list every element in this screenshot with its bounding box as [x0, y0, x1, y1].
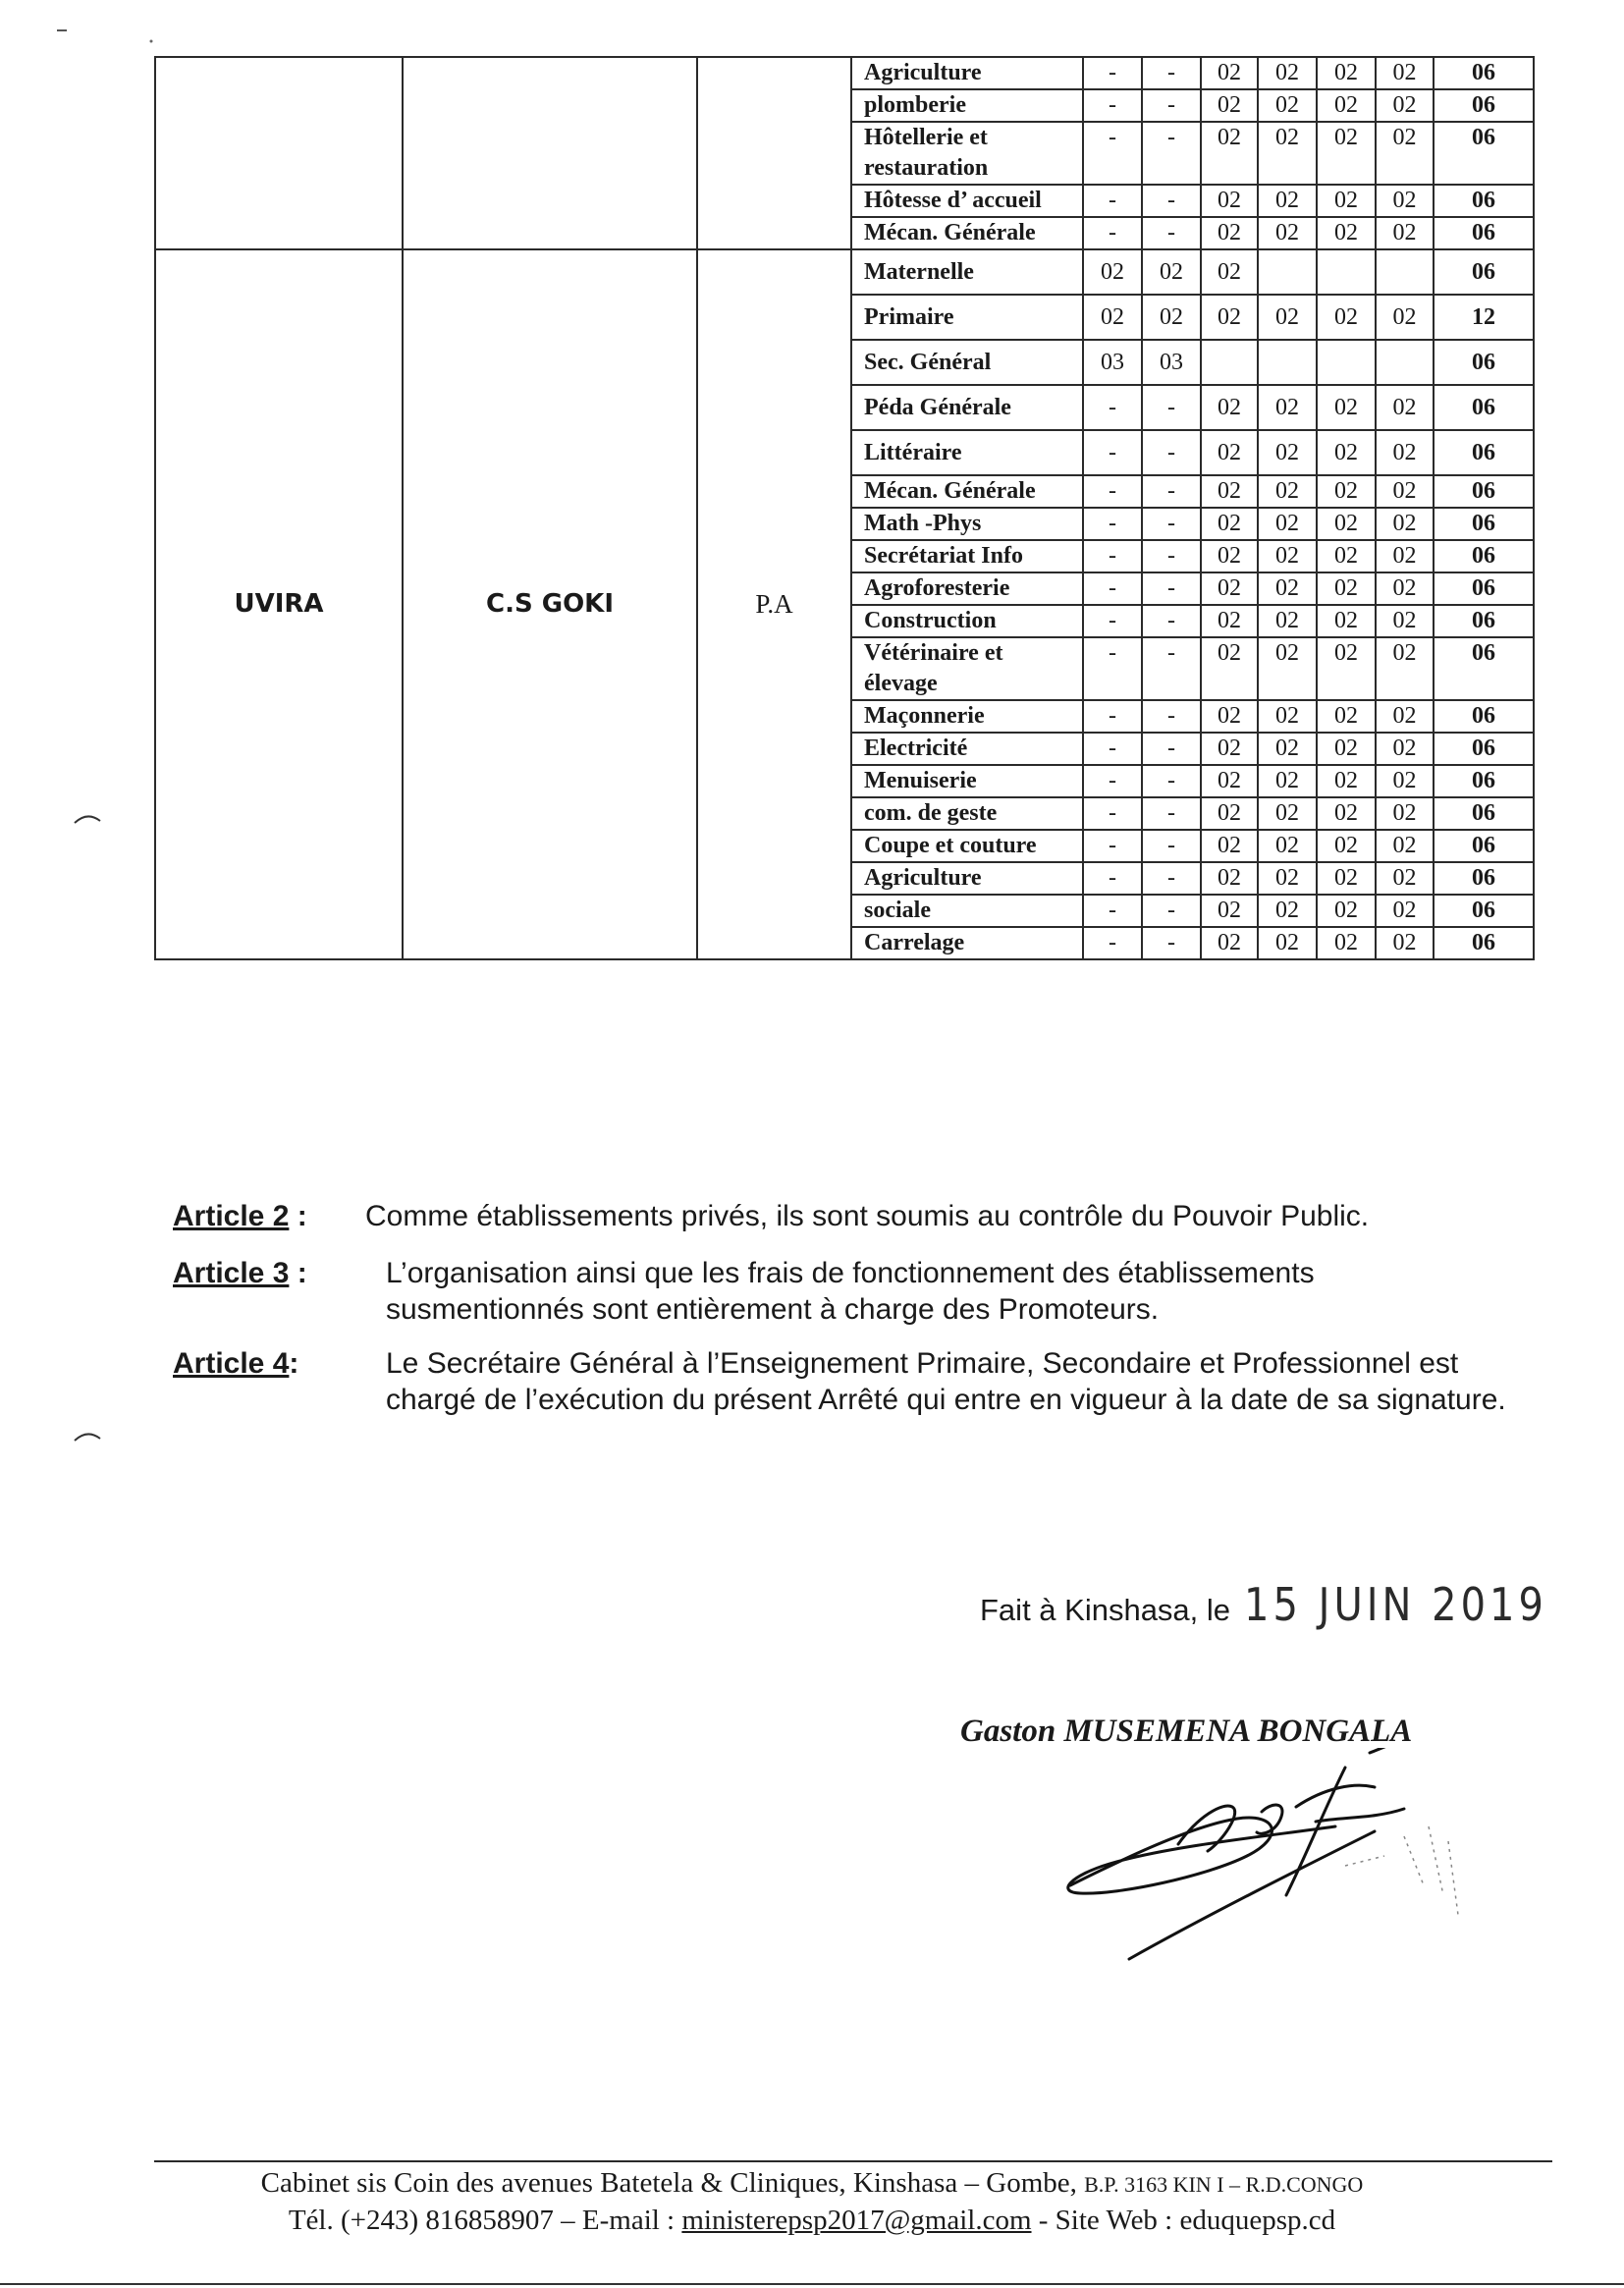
class-count-cell: 02: [1201, 295, 1258, 340]
class-count-cell: 02: [1258, 508, 1317, 540]
class-count-cell: -: [1142, 430, 1201, 475]
class-count-cell: 02: [1258, 475, 1317, 508]
class-count-cell: -: [1083, 217, 1142, 249]
article-number: Article 2: [173, 1200, 290, 1232]
class-count-cell: 02: [1258, 927, 1317, 959]
class-count-cell: -: [1083, 475, 1142, 508]
footer-address: [0, 2165, 1624, 2203]
class-count-cell: 02: [1201, 430, 1258, 475]
class-count-cell: -: [1083, 765, 1142, 797]
section-name-cell: Math -Phys: [851, 508, 1083, 540]
class-count-cell: -: [1083, 605, 1142, 637]
class-count-cell: -: [1142, 217, 1201, 249]
section-name-cell: Hôtellerie et restauration: [851, 122, 1083, 185]
class-count-cell: 02: [1201, 185, 1258, 217]
class-count-cell: 02: [1258, 862, 1317, 895]
footer-website: - Site Web : eduquepsp.cd: [1038, 2205, 1336, 2236]
class-count-cell: 02: [1317, 765, 1376, 797]
total-cell: 06: [1434, 89, 1534, 122]
table-school-cell: C.S GOKI: [403, 249, 697, 959]
total-cell: 06: [1434, 217, 1534, 249]
class-count-cell: -: [1142, 508, 1201, 540]
class-count-cell: -: [1083, 385, 1142, 430]
class-count-cell: -: [1142, 895, 1201, 927]
section-name-cell: Vétérinaire et élevage: [851, 637, 1083, 700]
class-count-cell: -: [1083, 895, 1142, 927]
class-count-cell: 02: [1376, 475, 1434, 508]
section-name-cell: Construction: [851, 605, 1083, 637]
class-count-cell: 03: [1142, 340, 1201, 385]
class-count-cell: [1258, 340, 1317, 385]
class-count-cell: -: [1142, 57, 1201, 89]
handwritten-signature: [1051, 1748, 1483, 1964]
section-name-cell: Péda Générale: [851, 385, 1083, 430]
class-count-cell: 02: [1258, 295, 1317, 340]
class-count-cell: -: [1083, 637, 1142, 700]
class-count-cell: -: [1142, 540, 1201, 572]
class-count-cell: 02: [1201, 475, 1258, 508]
article-label: [173, 1198, 307, 1234]
total-cell: 06: [1434, 733, 1534, 765]
class-count-cell: -: [1083, 57, 1142, 89]
class-count-cell: -: [1083, 430, 1142, 475]
class-count-cell: 02: [1317, 830, 1376, 862]
class-count-cell: 02: [1376, 89, 1434, 122]
total-cell: 06: [1434, 927, 1534, 959]
class-count-cell: 02: [1376, 733, 1434, 765]
class-count-cell: 02: [1258, 430, 1317, 475]
footer-contact: [0, 2203, 1624, 2239]
class-count-cell: 02: [1317, 700, 1376, 733]
class-count-cell: 02: [1317, 430, 1376, 475]
schools-table: [154, 56, 1535, 960]
class-count-cell: 02: [1258, 540, 1317, 572]
class-count-cell: 02: [1201, 797, 1258, 830]
class-count-cell: 02: [1258, 122, 1317, 185]
section-name-cell: Menuiserie: [851, 765, 1083, 797]
table-school-cell: [403, 57, 697, 249]
class-count-cell: 02: [1376, 295, 1434, 340]
article-label: [173, 1345, 298, 1382]
class-count-cell: 02: [1376, 217, 1434, 249]
class-count-cell: 02: [1376, 765, 1434, 797]
article-separator: :: [289, 1200, 307, 1232]
total-cell: 06: [1434, 605, 1534, 637]
section-name-cell: Mécan. Générale: [851, 475, 1083, 508]
class-count-cell: 02: [1317, 540, 1376, 572]
class-count-cell: [1317, 340, 1376, 385]
class-count-cell: 02: [1376, 185, 1434, 217]
article-separator: :: [289, 1347, 299, 1380]
class-count-cell: 02: [1376, 122, 1434, 185]
class-count-cell: 02: [1376, 57, 1434, 89]
class-count-cell: 02: [1317, 57, 1376, 89]
class-count-cell: 02: [1258, 89, 1317, 122]
total-cell: 06: [1434, 475, 1534, 508]
total-cell: 06: [1434, 430, 1534, 475]
class-count-cell: 02: [1201, 637, 1258, 700]
section-name-cell: Agroforesterie: [851, 572, 1083, 605]
article-separator: :: [289, 1257, 307, 1289]
class-count-cell: 02: [1258, 733, 1317, 765]
class-count-cell: 02: [1376, 830, 1434, 862]
class-count-cell: 02: [1317, 89, 1376, 122]
section-name-cell: Primaire: [851, 295, 1083, 340]
total-cell: 06: [1434, 637, 1534, 700]
section-name-cell: sociale: [851, 895, 1083, 927]
class-count-cell: -: [1142, 797, 1201, 830]
footer-email-link[interactable]: ministerepsp2017@gmail.com: [681, 2205, 1032, 2236]
scan-mark: [147, 37, 155, 45]
class-count-cell: -: [1142, 122, 1201, 185]
class-count-cell: 02: [1258, 765, 1317, 797]
class-count-cell: -: [1142, 637, 1201, 700]
class-count-cell: [1376, 340, 1434, 385]
total-cell: 06: [1434, 830, 1534, 862]
class-count-cell: 02: [1376, 700, 1434, 733]
article-2: [173, 1198, 1528, 1237]
class-count-cell: 02: [1201, 89, 1258, 122]
class-count-cell: 02: [1317, 927, 1376, 959]
total-cell: 06: [1434, 862, 1534, 895]
class-count-cell: -: [1083, 508, 1142, 540]
articles-section: [173, 1198, 1528, 1436]
class-count-cell: 02: [1376, 508, 1434, 540]
class-count-cell: 02: [1258, 385, 1317, 430]
table-row: [155, 249, 1534, 295]
class-count-cell: 02: [1376, 572, 1434, 605]
class-count-cell: -: [1083, 862, 1142, 895]
class-count-cell: -: [1142, 475, 1201, 508]
class-count-cell: 02: [1258, 57, 1317, 89]
article-text: Comme établissements privés, ils sont soumis au contrôle du Pouvoir Public.: [365, 1200, 1370, 1232]
class-count-cell: [1258, 249, 1317, 295]
class-count-cell: 03: [1083, 340, 1142, 385]
class-count-cell: 02: [1258, 217, 1317, 249]
article-text: Le Secrétaire Général à l’Enseignement Primaire, Secondaire et Professionnel est chargé de l’exécution du présent Arrêté qui entre en vigueur à la date de sa signature.: [386, 1347, 1506, 1416]
total-cell: 06: [1434, 385, 1534, 430]
class-count-cell: -: [1083, 540, 1142, 572]
class-count-cell: -: [1083, 185, 1142, 217]
total-cell: 12: [1434, 295, 1534, 340]
section-name-cell: com. de geste: [851, 797, 1083, 830]
table-type-cell: P.A: [697, 249, 851, 959]
class-count-cell: 02: [1317, 797, 1376, 830]
section-name-cell: Littéraire: [851, 430, 1083, 475]
class-count-cell: -: [1142, 385, 1201, 430]
total-cell: 06: [1434, 700, 1534, 733]
section-name-cell: Agriculture: [851, 57, 1083, 89]
total-cell: 06: [1434, 57, 1534, 89]
class-count-cell: [1317, 249, 1376, 295]
class-count-cell: 02: [1317, 185, 1376, 217]
total-cell: 06: [1434, 122, 1534, 185]
section-name-cell: Secrétariat Info: [851, 540, 1083, 572]
class-count-cell: -: [1142, 572, 1201, 605]
total-cell: 06: [1434, 895, 1534, 927]
class-count-cell: 02: [1317, 605, 1376, 637]
class-count-cell: -: [1083, 797, 1142, 830]
class-count-cell: -: [1142, 89, 1201, 122]
class-count-cell: 02: [1258, 830, 1317, 862]
class-count-cell: [1376, 249, 1434, 295]
section-name-cell: Carrelage: [851, 927, 1083, 959]
class-count-cell: 02: [1376, 797, 1434, 830]
class-count-cell: 02: [1142, 295, 1201, 340]
class-count-cell: -: [1083, 927, 1142, 959]
article-number: Article 4: [173, 1347, 290, 1380]
class-count-cell: -: [1142, 765, 1201, 797]
page-bottom-edge: [0, 2283, 1624, 2285]
class-count-cell: 02: [1201, 57, 1258, 89]
signer-name: Gaston MUSEMENA BONGALA: [960, 1714, 1413, 1749]
class-count-cell: 02: [1201, 385, 1258, 430]
article-3: [173, 1255, 1528, 1328]
class-count-cell: 02: [1083, 295, 1142, 340]
section-name-cell: Sec. Général: [851, 340, 1083, 385]
section-name-cell: Coupe et couture: [851, 830, 1083, 862]
article-label: [173, 1255, 307, 1291]
class-count-cell: -: [1142, 700, 1201, 733]
class-count-cell: 02: [1201, 572, 1258, 605]
total-cell: 06: [1434, 508, 1534, 540]
class-count-cell: -: [1142, 733, 1201, 765]
class-count-cell: 02: [1376, 862, 1434, 895]
footer: [0, 2165, 1624, 2239]
class-count-cell: -: [1083, 122, 1142, 185]
total-cell: 06: [1434, 540, 1534, 572]
class-count-cell: -: [1083, 733, 1142, 765]
class-count-cell: 02: [1317, 637, 1376, 700]
class-count-cell: -: [1142, 862, 1201, 895]
table-region-cell: UVIRA: [155, 249, 403, 959]
class-count-cell: 02: [1201, 540, 1258, 572]
class-count-cell: 02: [1201, 508, 1258, 540]
class-count-cell: 02: [1201, 122, 1258, 185]
footer-divider: [154, 2160, 1552, 2162]
margin-hole-mark: [73, 1429, 102, 1443]
class-count-cell: 02: [1317, 122, 1376, 185]
total-cell: 06: [1434, 340, 1534, 385]
class-count-cell: -: [1142, 927, 1201, 959]
class-count-cell: 02: [1376, 927, 1434, 959]
class-count-cell: 02: [1317, 295, 1376, 340]
section-name-cell: Mécan. Générale: [851, 217, 1083, 249]
date-stamp: 15 JUIN 2019: [1244, 1579, 1547, 1632]
class-count-cell: 02: [1376, 605, 1434, 637]
class-count-cell: 02: [1317, 385, 1376, 430]
class-count-cell: 02: [1258, 185, 1317, 217]
class-count-cell: 02: [1376, 540, 1434, 572]
total-cell: 06: [1434, 249, 1534, 295]
total-cell: 06: [1434, 185, 1534, 217]
place-date-line: [980, 1579, 1547, 1632]
class-count-cell: 02: [1258, 605, 1317, 637]
place-text: Fait à Kinshasa, le: [980, 1593, 1231, 1627]
class-count-cell: 02: [1201, 862, 1258, 895]
class-count-cell: 02: [1201, 927, 1258, 959]
class-count-cell: 02: [1201, 605, 1258, 637]
class-count-cell: [1201, 340, 1258, 385]
class-count-cell: 02: [1201, 217, 1258, 249]
class-count-cell: 02: [1083, 249, 1142, 295]
class-count-cell: 02: [1376, 385, 1434, 430]
class-count-cell: 02: [1317, 572, 1376, 605]
class-count-cell: 02: [1142, 249, 1201, 295]
table-row: [155, 57, 1534, 89]
class-count-cell: 02: [1258, 797, 1317, 830]
class-count-cell: 02: [1201, 700, 1258, 733]
section-name-cell: Hôtesse d’ accueil: [851, 185, 1083, 217]
article-text: L’organisation ainsi que les frais de fonctionnement des établissements susmentionnés sont entièrement à charge des Promoteurs.: [386, 1257, 1315, 1326]
scan-mark: [57, 27, 69, 33]
class-count-cell: -: [1083, 830, 1142, 862]
class-count-cell: 02: [1201, 830, 1258, 862]
footer-postal-box: B.P. 3163 KIN I – R.D.CONGO: [1084, 2172, 1364, 2197]
class-count-cell: 02: [1376, 430, 1434, 475]
class-count-cell: 02: [1258, 895, 1317, 927]
total-cell: 06: [1434, 572, 1534, 605]
class-count-cell: -: [1142, 185, 1201, 217]
class-count-cell: 02: [1317, 217, 1376, 249]
class-count-cell: 02: [1201, 895, 1258, 927]
footer-address-text: Cabinet sis Coin des avenues Batetela & Cliniques, Kinshasa – Gombe,: [260, 2167, 1077, 2199]
section-name-cell: Agriculture: [851, 862, 1083, 895]
section-name-cell: Maternelle: [851, 249, 1083, 295]
total-cell: 06: [1434, 797, 1534, 830]
class-count-cell: 02: [1201, 249, 1258, 295]
article-4: [173, 1345, 1528, 1418]
total-cell: 06: [1434, 765, 1534, 797]
class-count-cell: 02: [1376, 895, 1434, 927]
section-name-cell: plomberie: [851, 89, 1083, 122]
class-count-cell: -: [1083, 89, 1142, 122]
class-count-cell: 02: [1258, 700, 1317, 733]
class-count-cell: -: [1142, 605, 1201, 637]
class-count-cell: 02: [1258, 572, 1317, 605]
class-count-cell: 02: [1258, 637, 1317, 700]
class-count-cell: -: [1083, 700, 1142, 733]
class-count-cell: 02: [1317, 508, 1376, 540]
class-count-cell: 02: [1201, 733, 1258, 765]
table-region-cell: [155, 57, 403, 249]
margin-hole-mark: [73, 811, 102, 825]
class-count-cell: 02: [1317, 475, 1376, 508]
class-count-cell: 02: [1317, 733, 1376, 765]
article-number: Article 3: [173, 1257, 290, 1289]
class-count-cell: -: [1083, 572, 1142, 605]
footer-phone: Tél. (+243) 816858907 – E-mail :: [288, 2205, 676, 2236]
table-type-cell: [697, 57, 851, 249]
class-count-cell: 02: [1376, 637, 1434, 700]
class-count-cell: 02: [1317, 895, 1376, 927]
class-count-cell: 02: [1317, 862, 1376, 895]
section-name-cell: Electricité: [851, 733, 1083, 765]
class-count-cell: 02: [1201, 765, 1258, 797]
section-name-cell: Maçonnerie: [851, 700, 1083, 733]
class-count-cell: -: [1142, 830, 1201, 862]
